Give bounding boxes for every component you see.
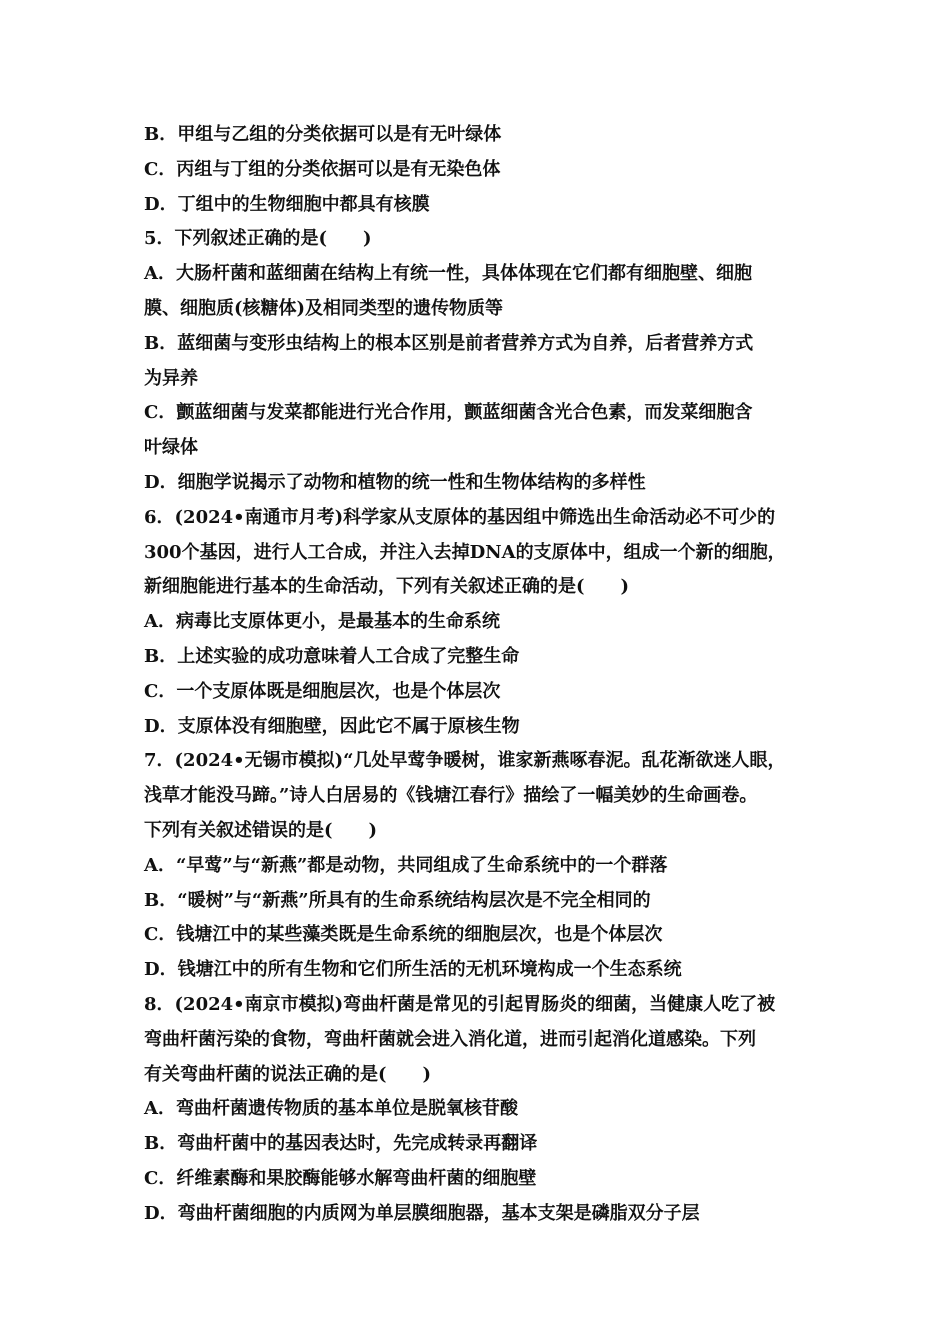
text-line: D．弯曲杆菌细胞的内质网为单层膜细胞器，基本支架是磷脂双分子层 [144, 1202, 700, 1224]
text-line: D．丁组中的生物细胞中都具有核膜 [144, 193, 430, 215]
question-7-stem: 7．(2024•无锡市模拟)“几处早莺争暖树，谁家新燕啄春泥。乱花渐欲迷人眼， [144, 750, 786, 772]
text-line: B．“暖树”与“新燕”所具有的生命系统结构层次是不完全相同的 [144, 889, 651, 911]
text-line: 叶绿体 [144, 437, 198, 459]
text-line: 弯曲杆菌污染的食物，弯曲杆菌就会进入消化道，进而引起消化道感染。下列 [144, 1028, 756, 1050]
text-line: 有关弯曲杆菌的说法正确的是( ) [144, 1063, 432, 1085]
text-line: 膜、细胞质(核糖体)及相同类型的遗传物质等 [144, 297, 504, 319]
text-line: C．一个支原体既是细胞层次，也是个体层次 [144, 680, 501, 702]
text-line: C．钱塘江中的某些藻类既是生命系统的细胞层次，也是个体层次 [144, 924, 663, 946]
question-8-stem: 8．(2024•南京市模拟)弯曲杆菌是常见的引起胃肠炎的细菌，当健康人吃了被 [144, 993, 776, 1015]
text-line: B．蓝细菌与变形虫结构上的根本区别是前者营养方式为自养，后者营养方式 [144, 332, 754, 354]
document-page [144, 118, 820, 1232]
text-line: 300个基因，进行人工合成，并注入去掉DNA的支原体中，组成一个新的细胞， [144, 541, 786, 563]
text-line: A．大肠杆菌和蓝细菌在结构上有统一性，具体体现在它们都有细胞壁、细胞 [144, 263, 752, 285]
text-line: B．上述实验的成功意味着人工合成了完整生命 [144, 645, 520, 667]
text-line: 下列有关叙述错误的是( ) [144, 819, 378, 841]
text-line: 为异养 [144, 367, 198, 389]
text-line: B．甲组与乙组的分类依据可以是有无叶绿体 [144, 124, 502, 145]
text-line: D．细胞学说揭示了动物和植物的统一性和生物体结构的多样性 [144, 471, 646, 493]
text-line: D．支原体没有细胞壁，因此它不属于原核生物 [144, 715, 520, 737]
text-line: A．“早莺”与“新燕”都是动物，共同组成了生命系统中的一个群落 [144, 854, 668, 876]
text-line: A．弯曲杆菌遗传物质的基本单位是脱氧核苷酸 [144, 1098, 518, 1120]
text-line: B．弯曲杆菌中的基因表达时，先完成转录再翻译 [144, 1133, 538, 1155]
text-line: 新细胞能进行基本的生命活动，下列有关叙述正确的是( ) [144, 576, 630, 598]
text-line: C．颤蓝细菌与发菜都能进行光合作用，颤蓝细菌含光合色素，而发菜细胞含 [144, 402, 753, 424]
text-line: A．病毒比支原体更小，是最基本的生命系统 [144, 611, 500, 633]
text-line: D．钱塘江中的所有生物和它们所生活的无机环境构成一个生态系统 [144, 959, 682, 981]
text-line: 浅草才能没马蹄。”诗人白居易的《钱塘江春行》描绘了一幅美妙的生命画卷。 [144, 785, 758, 807]
text-line: C．丙组与丁组的分类依据可以是有无染色体 [144, 158, 501, 180]
question-5-stem: 5．下列叙述正确的是( ) [144, 228, 372, 250]
question-6-stem: 6．(2024•南通市月考)科学家从支原体的基因组中筛选出生命活动必不可少的 [144, 506, 776, 528]
text-line: C．纤维素酶和果胶酶能够水解弯曲杆菌的细胞壁 [144, 1167, 537, 1189]
